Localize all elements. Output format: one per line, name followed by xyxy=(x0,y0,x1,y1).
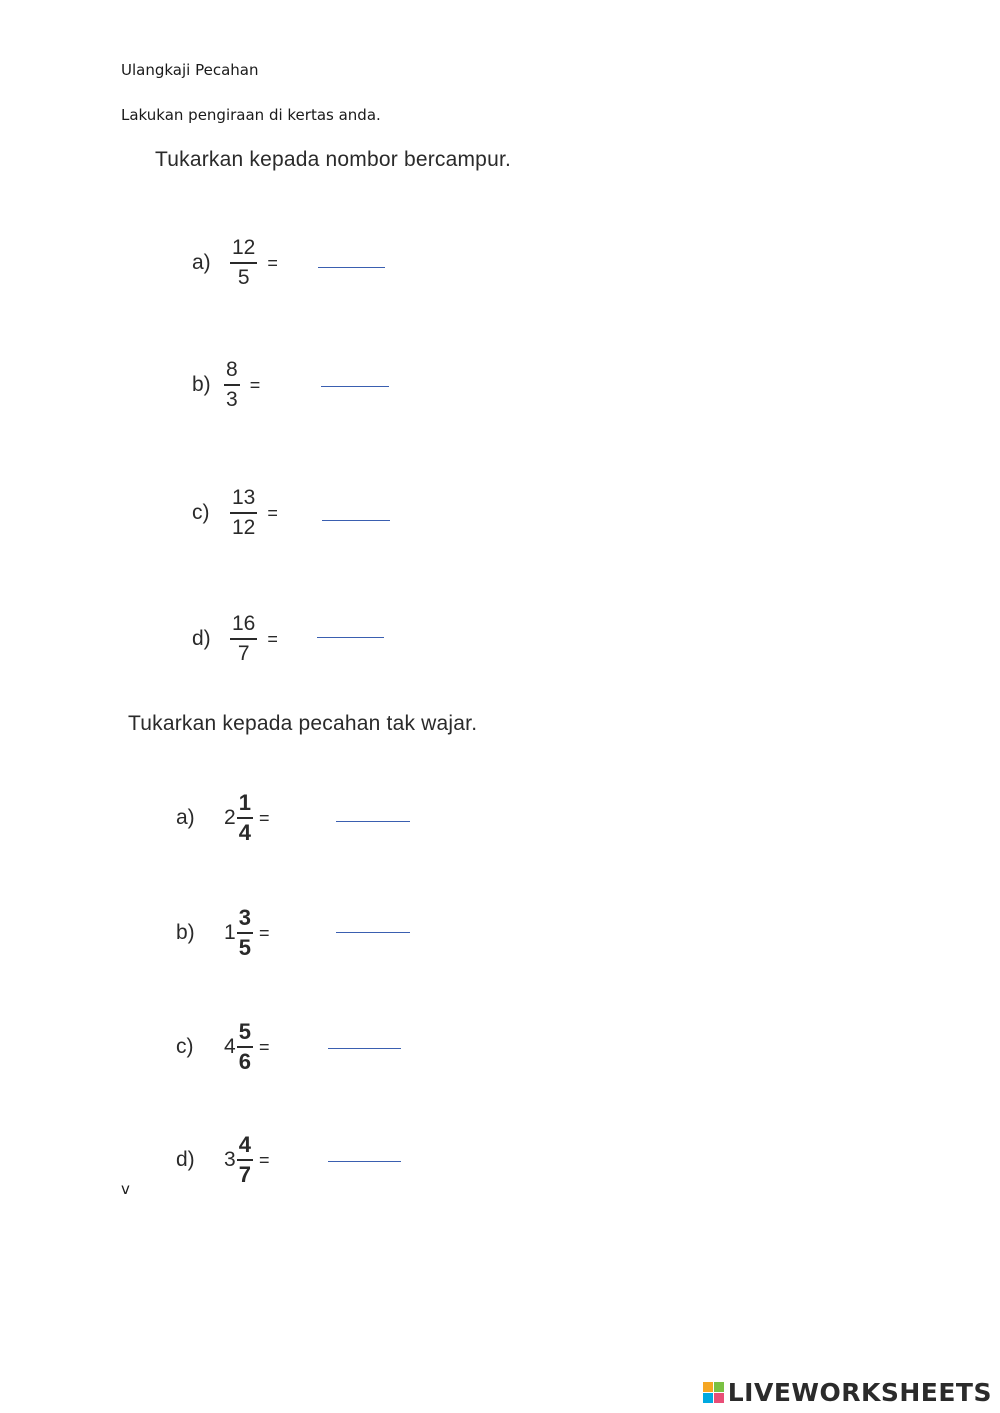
denominator: 3 xyxy=(226,388,238,411)
answer-input-1a[interactable] xyxy=(318,249,385,268)
question-2a xyxy=(176,791,269,845)
whole-number: 3 xyxy=(224,1148,236,1171)
question-1b xyxy=(192,358,260,412)
answer-input-1d[interactable] xyxy=(317,619,384,638)
denominator: 5 xyxy=(238,935,251,960)
question-2c xyxy=(176,1020,269,1074)
fraction-bar xyxy=(224,384,240,386)
denominator: 4 xyxy=(238,820,251,845)
answer-input-1c[interactable] xyxy=(322,502,390,521)
logo-tile-icon xyxy=(703,1382,713,1392)
logo-text: LIVEWORKSHEETS xyxy=(727,1378,992,1407)
numerator: 12 xyxy=(232,236,256,259)
question-label: a) xyxy=(176,806,195,829)
fraction xyxy=(237,791,253,845)
equals-sign: = xyxy=(267,628,278,649)
fraction xyxy=(237,906,253,960)
fraction-bar xyxy=(237,1046,253,1048)
denominator: 5 xyxy=(237,266,250,289)
denominator: 12 xyxy=(232,516,256,539)
section-title-improper-fractions: Tukarkan kepada pecahan tak wajar. xyxy=(128,712,478,735)
question-2b xyxy=(176,906,269,960)
fraction-bar xyxy=(230,638,257,640)
question-label: b) xyxy=(192,373,211,396)
numerator: 13 xyxy=(232,486,256,509)
question-label: d) xyxy=(192,627,211,650)
fraction-bar xyxy=(230,262,257,264)
question-1c xyxy=(192,486,278,540)
fraction xyxy=(230,612,257,666)
numerator: 8 xyxy=(226,358,238,381)
denominator: 6 xyxy=(238,1049,251,1074)
logo-tile-icon xyxy=(703,1393,713,1403)
denominator: 7 xyxy=(237,642,250,665)
question-1a xyxy=(192,236,278,290)
numerator: 3 xyxy=(238,905,251,930)
equals-sign: = xyxy=(258,1036,270,1057)
answer-input-1b[interactable] xyxy=(321,368,389,387)
logo-mark-icon xyxy=(703,1382,724,1403)
liveworksheets-logo xyxy=(703,1378,992,1407)
fraction xyxy=(224,358,240,412)
fraction xyxy=(230,486,257,540)
equals-sign: = xyxy=(249,374,261,395)
whole-number: 4 xyxy=(224,1035,236,1058)
equals-sign: = xyxy=(258,1149,270,1170)
fraction-bar xyxy=(230,512,257,514)
fraction-bar xyxy=(237,932,253,934)
question-label: a) xyxy=(192,251,211,274)
worksheet-instruction: Lakukan pengiraan di kertas anda. xyxy=(121,106,381,124)
answer-input-2b[interactable] xyxy=(336,914,410,933)
numerator: 1 xyxy=(238,790,251,815)
question-label: c) xyxy=(192,501,210,524)
equals-sign: = xyxy=(258,807,270,828)
fraction xyxy=(237,1133,253,1187)
question-label: d) xyxy=(176,1148,195,1171)
worksheet-title: Ulangkaji Pecahan xyxy=(121,61,259,79)
denominator: 7 xyxy=(238,1162,251,1187)
fraction xyxy=(230,236,257,290)
equals-sign: = xyxy=(258,922,270,943)
whole-number: 2 xyxy=(224,806,236,829)
fraction-bar xyxy=(237,817,253,819)
numerator: 16 xyxy=(232,612,256,635)
logo-tile-icon xyxy=(714,1382,724,1392)
answer-input-2c[interactable] xyxy=(328,1030,401,1049)
stray-mark: v xyxy=(121,1180,130,1198)
section-title-mixed-numbers: Tukarkan kepada nombor bercampur. xyxy=(155,148,512,171)
question-label: b) xyxy=(176,921,195,944)
fraction-bar xyxy=(237,1159,253,1161)
whole-number: 1 xyxy=(224,921,236,944)
question-label: c) xyxy=(176,1035,194,1058)
numerator: 4 xyxy=(238,1132,251,1157)
logo-tile-icon xyxy=(714,1393,724,1403)
equals-sign: = xyxy=(267,502,278,523)
answer-input-2d[interactable] xyxy=(328,1143,401,1162)
question-2d xyxy=(176,1133,269,1187)
question-1d xyxy=(192,612,278,666)
answer-input-2a[interactable] xyxy=(336,803,410,822)
fraction xyxy=(237,1020,253,1074)
numerator: 5 xyxy=(238,1019,251,1044)
equals-sign: = xyxy=(267,252,278,273)
